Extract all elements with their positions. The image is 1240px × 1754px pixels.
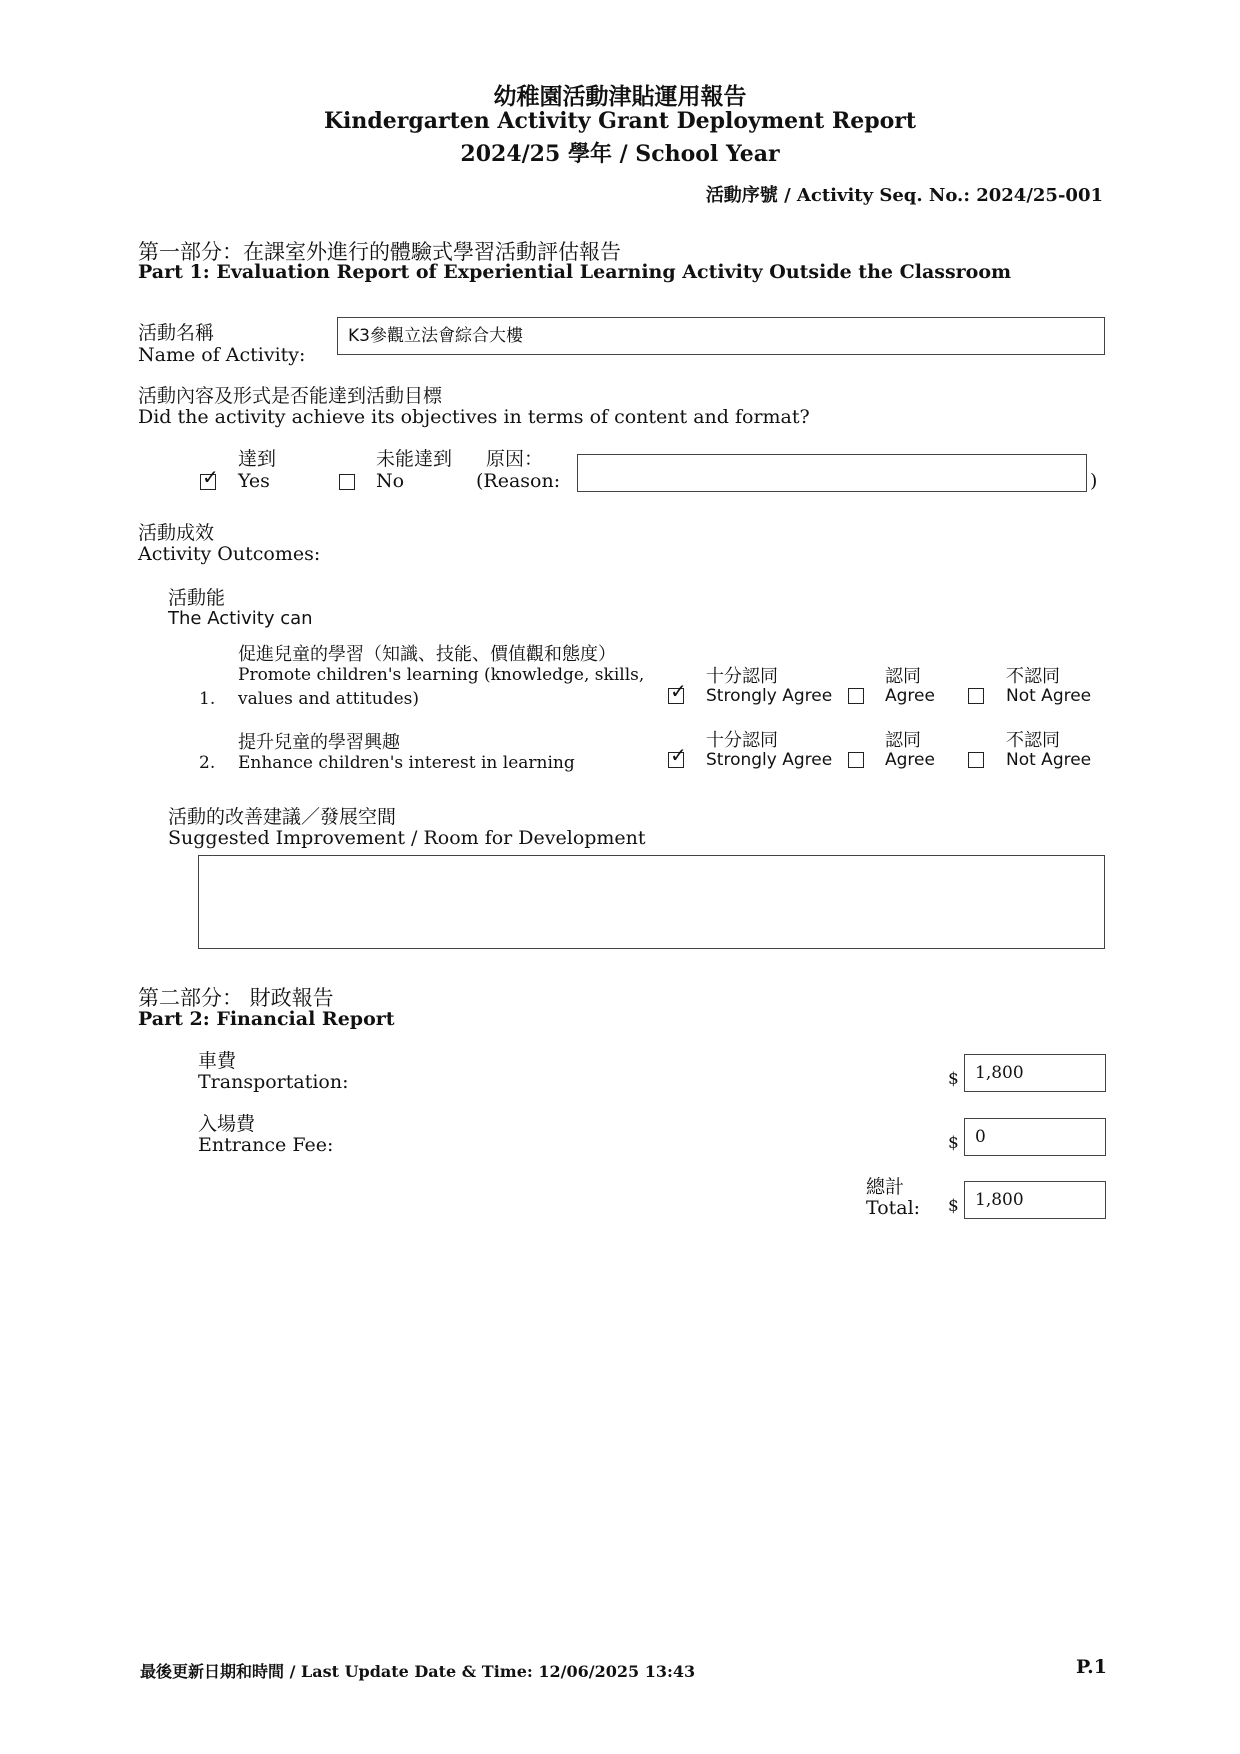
improvement-field[interactable] bbox=[198, 855, 1105, 949]
part1-heading-en: Part 1: Evaluation Report of Experiential Learning Activity Outside the Classroom bbox=[138, 261, 1012, 283]
total-field[interactable]: 1,800 bbox=[964, 1181, 1106, 1219]
outcomes-label-en: Activity Outcomes: bbox=[138, 543, 321, 565]
part2-heading-zh: 第二部分： 財政報告 bbox=[138, 986, 334, 1010]
strongly-agree-label-en: Strongly Agree bbox=[706, 686, 833, 706]
total-label-zh: 總計 bbox=[866, 1176, 905, 1198]
part1-heading-zh: 第一部分：在課室外進行的體驗式學習活動評估報告 bbox=[138, 240, 621, 264]
entrance-currency: $ bbox=[948, 1133, 959, 1153]
transport-label-en: Transportation: bbox=[198, 1071, 349, 1093]
improvement-label-zh: 活動的改善建議／發展空間 bbox=[168, 806, 397, 828]
activity-can-en: The Activity can bbox=[168, 608, 313, 629]
title-en: Kindergarten Activity Grant Deployment Report bbox=[323, 108, 917, 134]
agree-label-en: Agree bbox=[885, 750, 935, 770]
no-checkbox[interactable] bbox=[339, 474, 355, 490]
total-label-en: Total: bbox=[866, 1197, 921, 1219]
entrance-fee-field[interactable]: 0 bbox=[964, 1118, 1106, 1156]
last-update: 最後更新日期和時間 / Last Update Date & Time: 12/06/2025 13:43 bbox=[140, 1662, 696, 1681]
activity-can-zh: 活動能 bbox=[168, 587, 226, 609]
objective-question-en: Did the activity achieve its objectives in terms of content and format? bbox=[138, 406, 810, 428]
item-1-agree-checkbox[interactable] bbox=[848, 688, 864, 704]
activity-name-label-zh: 活動名稱 bbox=[138, 322, 215, 344]
activity-seq-no: 活動序號 / Activity Seq. No.: 2024/25-001 bbox=[705, 185, 1103, 206]
outcome-item-1-en-line2: values and attitudes) bbox=[238, 689, 419, 709]
improvement-label-en: Suggested Improvement / Room for Development bbox=[168, 827, 646, 849]
item-1-not-agree-checkbox[interactable] bbox=[968, 688, 984, 704]
transport-field[interactable]: 1,800 bbox=[964, 1054, 1106, 1092]
page-number: P.1 bbox=[1076, 1656, 1107, 1678]
not-agree-label-zh: 不認同 bbox=[1006, 666, 1060, 687]
transport-label-zh: 車費 bbox=[198, 1050, 237, 1072]
entrance-label-zh: 入場費 bbox=[198, 1113, 256, 1135]
outcome-item-1-zh: 促進兒童的學習（知識、技能、價值觀和態度） bbox=[238, 644, 616, 665]
outcome-item-2-number: 2. bbox=[199, 753, 216, 773]
entrance-label-en: Entrance Fee: bbox=[198, 1134, 334, 1156]
not-agree-label-en: Not Agree bbox=[1006, 750, 1092, 770]
transport-currency: $ bbox=[948, 1069, 959, 1089]
reason-field[interactable] bbox=[577, 454, 1087, 492]
total-currency: $ bbox=[948, 1196, 959, 1216]
outcomes-label-zh: 活動成效 bbox=[138, 522, 215, 544]
school-year: 2024/25 學年 / School Year bbox=[460, 141, 780, 167]
activity-name-field[interactable]: K3參觀立法會綜合大樓 bbox=[337, 317, 1105, 355]
yes-label-zh: 達到 bbox=[238, 448, 277, 470]
check-mark-icon: ✓ bbox=[670, 743, 687, 767]
yes-label-en: Yes bbox=[238, 470, 270, 492]
item-2-agree-checkbox[interactable] bbox=[848, 752, 864, 768]
yes-checkbox[interactable] bbox=[200, 465, 219, 490]
check-mark-icon: ✓ bbox=[202, 465, 219, 489]
agree-label-zh: 認同 bbox=[885, 730, 921, 751]
outcome-item-1-en-line1: Promote children's learning (knowledge, skills, bbox=[238, 665, 645, 685]
not-agree-label-zh: 不認同 bbox=[1006, 730, 1060, 751]
no-label-zh: 未能達到 bbox=[376, 448, 453, 470]
reason-label-en: (Reason: bbox=[476, 470, 561, 492]
item-1-strongly-agree-checkbox[interactable] bbox=[668, 679, 687, 704]
reason-close-paren: ) bbox=[1090, 470, 1098, 492]
strongly-agree-label-en: Strongly Agree bbox=[706, 750, 833, 770]
part2-heading-en: Part 2: Financial Report bbox=[138, 1008, 395, 1030]
title-zh: 幼稚園活動津貼運用報告 bbox=[493, 84, 747, 110]
item-2-strongly-agree-checkbox[interactable] bbox=[668, 743, 687, 768]
agree-label-en: Agree bbox=[885, 686, 935, 706]
strongly-agree-label-zh: 十分認同 bbox=[706, 730, 778, 751]
not-agree-label-en: Not Agree bbox=[1006, 686, 1092, 706]
reason-label-zh: 原因： bbox=[486, 448, 544, 470]
outcome-item-1-number: 1. bbox=[199, 689, 216, 709]
check-mark-icon: ✓ bbox=[670, 679, 687, 703]
agree-label-zh: 認同 bbox=[885, 666, 921, 687]
strongly-agree-label-zh: 十分認同 bbox=[706, 666, 778, 687]
outcome-item-2-en: Enhance children's interest in learning bbox=[238, 753, 575, 773]
objective-question-zh: 活動內容及形式是否能達到活動目標 bbox=[138, 385, 443, 407]
no-label-en: No bbox=[376, 470, 405, 492]
item-2-not-agree-checkbox[interactable] bbox=[968, 752, 984, 768]
outcome-item-2-zh: 提升兒童的學習興趣 bbox=[238, 732, 400, 753]
activity-name-label-en: Name of Activity: bbox=[138, 344, 306, 366]
